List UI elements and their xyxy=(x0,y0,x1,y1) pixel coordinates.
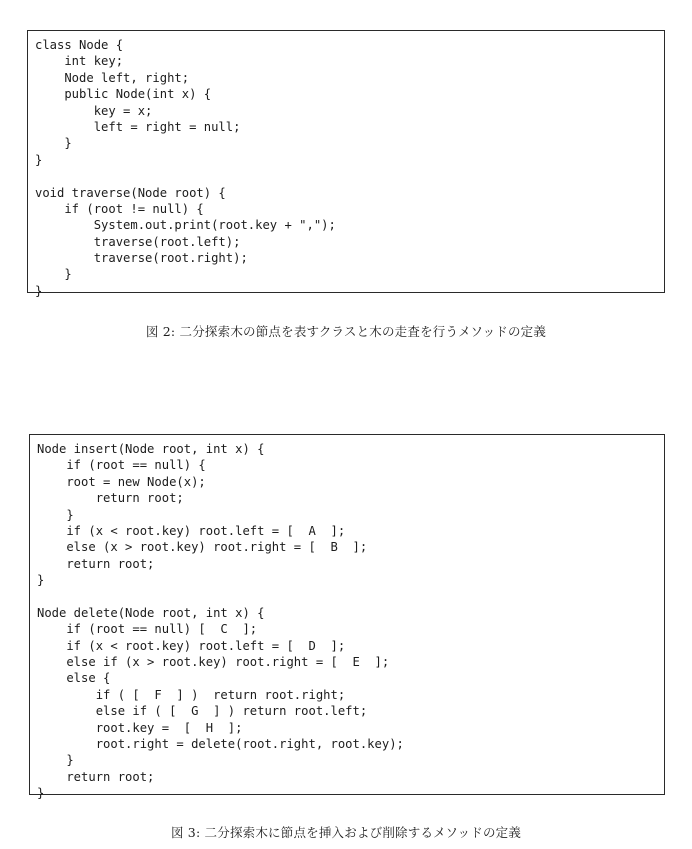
code-line: } xyxy=(37,573,45,588)
figure-3-code-box xyxy=(29,434,665,801)
code-line: if (x < root.key) root.left = [ D ]; xyxy=(37,638,346,653)
code-line: void traverse(Node root) { xyxy=(35,185,226,200)
code-line: return root; xyxy=(37,491,184,506)
code-line: if (root == null) { xyxy=(37,458,206,473)
code-line: } xyxy=(37,507,74,522)
code-line: else if (x > root.key) root.right = [ E ]; xyxy=(37,655,390,670)
code-line: root.key = [ H ]; xyxy=(37,720,243,735)
code-line: class Node { xyxy=(35,38,124,52)
code-line: public Node(int x) { xyxy=(35,87,212,102)
code-line: if ( [ F ] ) return root.right; xyxy=(37,687,346,702)
code-line: Node delete(Node root, int x) { xyxy=(37,605,265,620)
code-line: System.out.print(root.key + ","); xyxy=(35,218,336,233)
code-line: else if ( [ G ] ) return root.left; xyxy=(37,704,368,719)
code-line xyxy=(35,168,336,184)
code-line: return root; xyxy=(37,556,155,571)
figure-2-code-listing xyxy=(35,37,336,299)
code-line: key = x; xyxy=(35,103,153,118)
code-line: } xyxy=(35,136,72,151)
figure-2-caption: 図 2: 二分探索木の節点を表すクラスと木の走査を行うメソッドの定義 xyxy=(145,324,547,339)
code-line: int key; xyxy=(35,54,124,69)
code-line: } xyxy=(35,283,43,298)
code-line: return root; xyxy=(37,769,155,784)
figure-2-code-box xyxy=(27,30,665,298)
code-line: if (root == null) [ C ]; xyxy=(37,622,258,637)
code-line: traverse(root.left); xyxy=(35,234,241,249)
code-line: Node insert(Node root, int x) { xyxy=(37,442,265,456)
code-line: else (x > root.key) root.right = [ B ]; xyxy=(37,540,368,555)
code-line: root = new Node(x); xyxy=(37,474,206,489)
figure-3-caption: 図 3: 二分探索木に節点を挿入および削除するメソッドの定義 xyxy=(170,825,522,840)
code-line: if (x < root.key) root.left = [ A ]; xyxy=(37,523,346,538)
code-line: } xyxy=(35,152,43,167)
figure-3-code-listing xyxy=(37,441,404,802)
code-line: if (root != null) { xyxy=(35,201,204,216)
code-line: Node left, right; xyxy=(35,70,190,85)
code-line: left = right = null; xyxy=(35,119,241,134)
code-line: } xyxy=(37,786,45,801)
code-line: traverse(root.right); xyxy=(35,251,248,266)
code-line: else { xyxy=(37,671,111,686)
code-line: } xyxy=(35,267,72,282)
code-line: root.right = delete(root.right, root.key); xyxy=(37,737,404,752)
code-line xyxy=(37,589,404,605)
code-line: } xyxy=(37,753,74,768)
